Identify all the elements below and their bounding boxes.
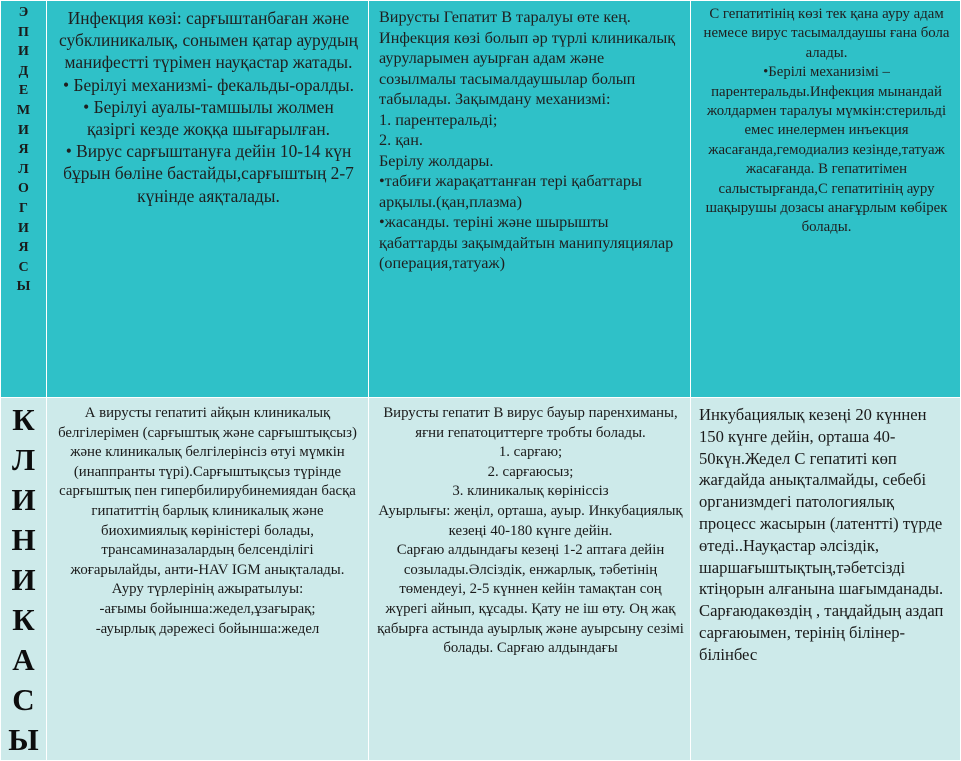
label-letter: Г <box>19 200 28 216</box>
label-letter: Ы <box>16 279 31 295</box>
hepatitis-c-clinic-text <box>699 404 952 760</box>
clinic-vertical-label <box>1 400 46 760</box>
label-letter: И <box>18 122 29 138</box>
cell-paragraph: • Берілуі механизмі- фекальды-оралды. <box>63 74 354 95</box>
label-letter: П <box>18 24 29 40</box>
label-letter: К <box>12 402 35 437</box>
epidemiology-vertical-label <box>1 3 46 297</box>
cell-paragraph: С гепатитінің көзі тек қана ауру адам немесе вирус тасымалдаушы ғана бола алады. <box>703 6 950 61</box>
cell-paragraph: Инфекция көзі: сарғыштанбаған және субклиникалық, сонымен қатар аурудың манифестті түрімен науқастар жатады. <box>59 8 358 73</box>
hepatitis-a-clinic-text <box>55 404 360 760</box>
epidemiology-row <box>1 1 961 398</box>
cell-paragraph: 1. парентеральді; <box>379 110 498 129</box>
hepatitis-a-epidemiology-text <box>59 7 358 397</box>
label-letter: Э <box>18 5 29 20</box>
label-letter: Л <box>18 161 29 177</box>
cell-paragraph: Берілу жолдары. <box>379 151 494 170</box>
cell-paragraph: • Вирус сарғыштануға дейін 10-14 күн бұрын бөліне бастайды,сарғыштың 2-7 күнінде аяқталады. <box>63 141 354 206</box>
cell-paragraph: Вирусты Гепатит В таралуы өте кең. Инфекция көзі болып әр түрлі клиникалық ауруларымен ауырған адам және созылмалы тасымалдаушылар болып табылады. Зақымдану механизмі: <box>379 8 676 108</box>
hepatitis-c-epidemiology-cell <box>691 1 961 398</box>
cell-paragraph: Сарғаю алдындағы кезеңі 1-2 аптаға дейін созылады.Әлсіздік, енжарлық, тәбетінің төмендеуі, 2-5 күннен кейін тамақтан соң жүрегі айнып, құсады. Қату не іш өту. Оң жақ қабырға астында ауырлық және ауырсыну сезімі болады. Сарғаю алдындағы <box>377 542 684 657</box>
label-letter: И <box>18 220 29 236</box>
hepatitis-c-epidemiology-text <box>701 5 952 397</box>
cell-paragraph: • Берілуі ауалы-тамшылы жолмен қазіргі кезде жоққа шығарылған. <box>83 96 334 140</box>
hepatitis-a-clinic-cell <box>47 398 369 761</box>
label-letter: К <box>12 602 35 637</box>
hepatitis-b-clinic-text <box>377 404 684 760</box>
clinic-row <box>1 398 961 761</box>
cell-paragraph: Инкубациялық кезеңі 20 күннен 150 күнге дейін, орташа 40-50күн.Жедел С гепатиті көп жағдайда анықталмайды, себебі организмдегі патологиялық процесс жасырын (латентті) түрде өтеді..Науқастар әлсіздік, шаршағыштықтың,тәбетсізді ктіңорын алғанына шағымданады. Сарғаюдакөздің , таңдайдың аздап сарғаюымен, терінің білінер-білінбес <box>699 405 944 664</box>
cell-paragraph: 2. қан. <box>379 131 423 149</box>
cell-paragraph: А вирусты гепатиті айқын клиникалық белгілерімен (сарғыштық және сарғыштықсыз) және клиникалық белгілерінсіз өтуі мүмкін (инаппранты түрі).Сарғыштықсыз түрінде сарғыштық пен гипербилирубинемиядан басқа гипатиттің барлық клиникалық және биохимиялық көріністері болады, трансаминазалардың белсенділігі жоғарылайды, анти-HAV IGM анықталады. <box>58 405 357 578</box>
cell-paragraph: Вирусты гепатит В вирус бауыр паренхиманы, яғни гепатоциттерге тробты болады. <box>383 405 678 441</box>
label-letter: Е <box>18 83 29 99</box>
hepatitis-b-epidemiology-cell <box>369 1 691 398</box>
label-letter: И <box>11 482 36 517</box>
label-letter: С <box>12 682 35 717</box>
label-letter: И <box>18 44 29 60</box>
cell-paragraph: 2. сарғаюсыз; <box>487 463 574 480</box>
cell-paragraph: -ағымы бойынша:жедел,ұзағырақ; <box>99 600 316 617</box>
label-letter: О <box>18 181 29 197</box>
label-letter: Ы <box>8 722 39 757</box>
cell-paragraph: •табиғи жарақаттанған тері қабаттары арқылы.(қан,плазма) <box>379 172 642 211</box>
label-letter: А <box>12 642 35 677</box>
label-letter: Л <box>11 442 36 477</box>
cell-paragraph: -ауырлық дәрежесі бойынша:жедел <box>95 620 320 637</box>
cell-paragraph: •жасанды. теріні және шырышты қабаттарды зақымдайтын манипуляциялар (операция,татуаж) <box>379 213 674 272</box>
cell-paragraph: Ауру түрлерінің ажыратылуы: <box>111 581 304 598</box>
label-letter: И <box>11 562 36 597</box>
hepatitis-c-clinic-cell <box>691 398 961 761</box>
cell-paragraph: 3. клиникалық көрініссіз <box>452 483 609 500</box>
cell-paragraph: Ауырлығы: жеңіл, орташа, ауыр. Инкубациялық кезеңі 40-180 күнге дейін. <box>378 502 683 539</box>
hepatitis-b-epidemiology-text <box>379 7 682 397</box>
label-letter: Д <box>18 63 29 79</box>
label-letter: Я <box>18 240 29 256</box>
label-letter: М <box>16 102 31 118</box>
clinic-label-cell <box>1 398 47 761</box>
label-letter: С <box>18 259 29 275</box>
epidemiology-label-cell <box>1 1 47 398</box>
label-letter: Я <box>18 142 29 158</box>
cell-paragraph: •Берілі механизімі – парентеральды.Инфекция мынандай жолдармен таралуы мүмкін:стерильді емес инелермен инъекция жасағанда,гемодиализ кезінде,татуаж жасағанда. В гепатитімен салыстырғанда,С гепатитінің ауру шақырушы дозасы анағұрлым көбірек болады. <box>705 64 948 236</box>
hepatitis-b-clinic-cell <box>369 398 691 761</box>
label-letter: Н <box>11 522 36 557</box>
cell-paragraph: 1. сарғаю; <box>498 444 563 461</box>
hepatitis-a-epidemiology-cell <box>47 1 369 398</box>
